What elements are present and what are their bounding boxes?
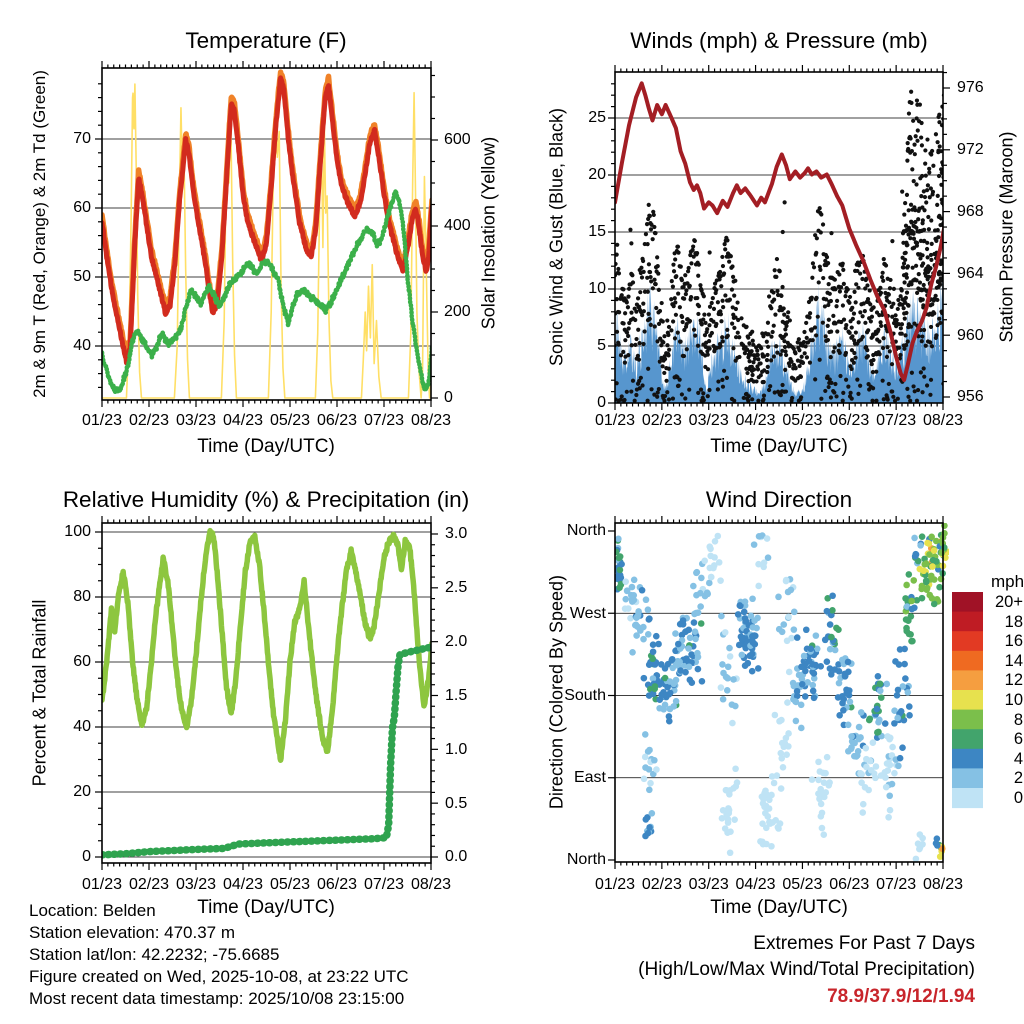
legend-label-18: 18 (1004, 612, 1023, 631)
c1-xtick-6: 07/23 (363, 412, 405, 430)
c4-xtick-5: 06/23 (829, 876, 870, 894)
legend-label-8: 8 (1013, 710, 1023, 729)
wind-pressure-title: Winds (mph) & Pressure (mb) (630, 28, 928, 53)
c4-xtick-1: 02/23 (641, 876, 682, 894)
temperature-ylabel-left: 2m & 9m T (Red, Orange) & 2m Td (Green) (30, 70, 49, 398)
c3-ytick-right-2.5: 2.5 (445, 579, 468, 597)
c2-xtick-5: 06/23 (829, 412, 870, 430)
c3-xtick-7: 08/23 (410, 876, 452, 894)
c4-ytick-North-0: North (566, 522, 606, 540)
c2-ytick-left-25: 25 (588, 109, 606, 127)
c3-xtick-2: 03/23 (175, 876, 217, 894)
legend-label-4: 4 (1013, 749, 1023, 768)
solar-ylabel-right: Solar Insolation (Yellow) (478, 136, 499, 330)
c3-ytick-right-2.0: 2.0 (445, 633, 468, 651)
c2-xtick-2: 03/23 (688, 412, 729, 430)
legend-title-mph: mph (991, 572, 1024, 591)
footer-timestamp: Most recent data timestamp: 2025/10/08 23:15:00 (29, 989, 405, 1008)
temperature-title: Temperature (F) (185, 28, 347, 53)
c3-xtick-1: 02/23 (128, 876, 170, 894)
c2-ytick-right-972: 972 (957, 141, 984, 159)
c2-ytick-right-960: 960 (957, 326, 984, 344)
c2-ytick-left-10: 10 (588, 280, 606, 298)
c1-xtick-0: 01/23 (81, 412, 123, 430)
c1-xtick-5: 06/23 (316, 412, 358, 430)
legend-label-0: 0 (1013, 788, 1023, 807)
footer-elevation: Station elevation: 470.37 m (29, 923, 236, 942)
c1-ytick-right-400: 400 (444, 217, 471, 235)
legend-label-2: 2 (1013, 769, 1023, 788)
c2-xtick-6: 07/23 (876, 412, 917, 430)
c2-ytick-right-956: 956 (957, 388, 984, 406)
c3-ytick-left-100: 100 (64, 523, 91, 541)
c3-xtick-3: 04/23 (222, 876, 264, 894)
c2-ytick-left-20: 20 (588, 166, 606, 184)
c4-xtick-7: 08/23 (922, 876, 963, 894)
c4-ytick-West-1: West (569, 604, 606, 622)
legend-label-14: 14 (1004, 651, 1023, 670)
c1-xtick-1: 02/23 (128, 412, 170, 430)
temperature-xlabel: Time (Day/UTC) (197, 436, 335, 457)
c1-xtick-7: 08/23 (410, 412, 452, 430)
c4-ytick-North-4: North (566, 851, 606, 869)
c2-ytick-right-964: 964 (957, 264, 984, 282)
c3-ytick-left-80: 80 (73, 588, 91, 606)
c3-ytick-right-3.0: 3.0 (445, 525, 468, 543)
wind-gust-ylabel-left: Sonic Wind & Gust (Blue, Black) (546, 107, 567, 367)
c3-ytick-left-40: 40 (73, 718, 91, 736)
c4-ytick-East-3: East (573, 769, 606, 787)
c1-ytick-right-600: 600 (444, 131, 471, 149)
footer-created: Figure created on Wed, 2025-10-08, at 23:22 UTC (29, 967, 409, 986)
wind-direction-title: Wind Direction (705, 487, 853, 512)
c2-ytick-left-15: 15 (588, 223, 606, 241)
c2-ytick-right-968: 968 (957, 203, 984, 220)
c3-xtick-0: 01/23 (81, 876, 123, 894)
legend-label-6: 6 (1013, 730, 1023, 749)
humidity-precip-title: Relative Humidity (%) & Precipitation (in) (62, 487, 470, 512)
c2-ytick-left-5: 5 (597, 337, 606, 355)
extremes-subtitle: (High/Low/Max Wind/Total Precipitation) (638, 959, 975, 980)
c4-xtick-0: 01/23 (594, 876, 636, 894)
c1-xtick-4: 05/23 (269, 412, 311, 430)
c1-ytick-right-200: 200 (444, 303, 471, 321)
c2-xtick-3: 04/23 (735, 412, 776, 430)
c2-ytick-left-0: 0 (597, 394, 606, 412)
c1-ytick-left-70: 70 (73, 130, 91, 148)
c4-ytick-South-2: South (564, 686, 606, 704)
wind-direction-xlabel: Time (Day/UTC) (710, 897, 848, 918)
humidity-ylabel-left: Percent & Total Rainfall (29, 599, 50, 787)
footer-location: Location: Belden (29, 901, 156, 920)
legend-label-16: 16 (1004, 632, 1023, 651)
c3-xtick-6: 07/23 (363, 876, 405, 894)
c4-xtick-6: 07/23 (876, 876, 917, 894)
c4-xtick-3: 04/23 (735, 876, 776, 894)
direction-ylabel-left: Direction (Colored By Speed) (546, 574, 567, 810)
c1-ytick-left-50: 50 (73, 268, 91, 286)
c3-ytick-left-0: 0 (82, 848, 91, 866)
legend-label-10: 10 (1004, 690, 1023, 709)
extremes-values: 78.9/37.9/12/1.94 (827, 986, 975, 1007)
c3-ytick-left-60: 60 (73, 653, 91, 671)
legend-label-20+: 20+ (995, 592, 1023, 611)
c3-ytick-right-1.0: 1.0 (445, 740, 468, 758)
wind-pressure-xlabel: Time (Day/UTC) (710, 436, 848, 457)
c1-xtick-2: 03/23 (175, 412, 217, 430)
footer-latlon: Station lat/lon: 42.2232; -75.6685 (29, 945, 280, 964)
c3-ytick-right-1.5: 1.5 (445, 686, 468, 704)
legend-label-12: 12 (1004, 671, 1023, 690)
c1-ytick-right-0: 0 (444, 389, 453, 407)
c1-ytick-left-60: 60 (73, 199, 91, 217)
c3-ytick-right-0.0: 0.0 (445, 848, 468, 866)
c2-ytick-right-976: 976 (957, 79, 984, 97)
humidity-xlabel: Time (Day/UTC) (197, 897, 335, 918)
c3-xtick-5: 06/23 (316, 876, 358, 894)
c3-xtick-4: 05/23 (269, 876, 311, 894)
c1-xtick-3: 04/23 (222, 412, 264, 430)
c2-xtick-0: 01/23 (594, 412, 636, 430)
c2-xtick-4: 05/23 (782, 412, 823, 430)
pressure-ylabel-right: Station Pressure (Maroon) (996, 131, 1017, 343)
c4-xtick-4: 05/23 (782, 876, 823, 894)
c2-xtick-1: 02/23 (641, 412, 682, 430)
c2-xtick-7: 08/23 (922, 412, 963, 430)
c3-ytick-right-0.5: 0.5 (445, 794, 468, 812)
c4-xtick-2: 03/23 (688, 876, 729, 894)
extremes-heading: Extremes For Past 7 Days (753, 933, 975, 954)
c3-ytick-left-20: 20 (73, 783, 91, 801)
c1-ytick-left-40: 40 (73, 337, 91, 355)
